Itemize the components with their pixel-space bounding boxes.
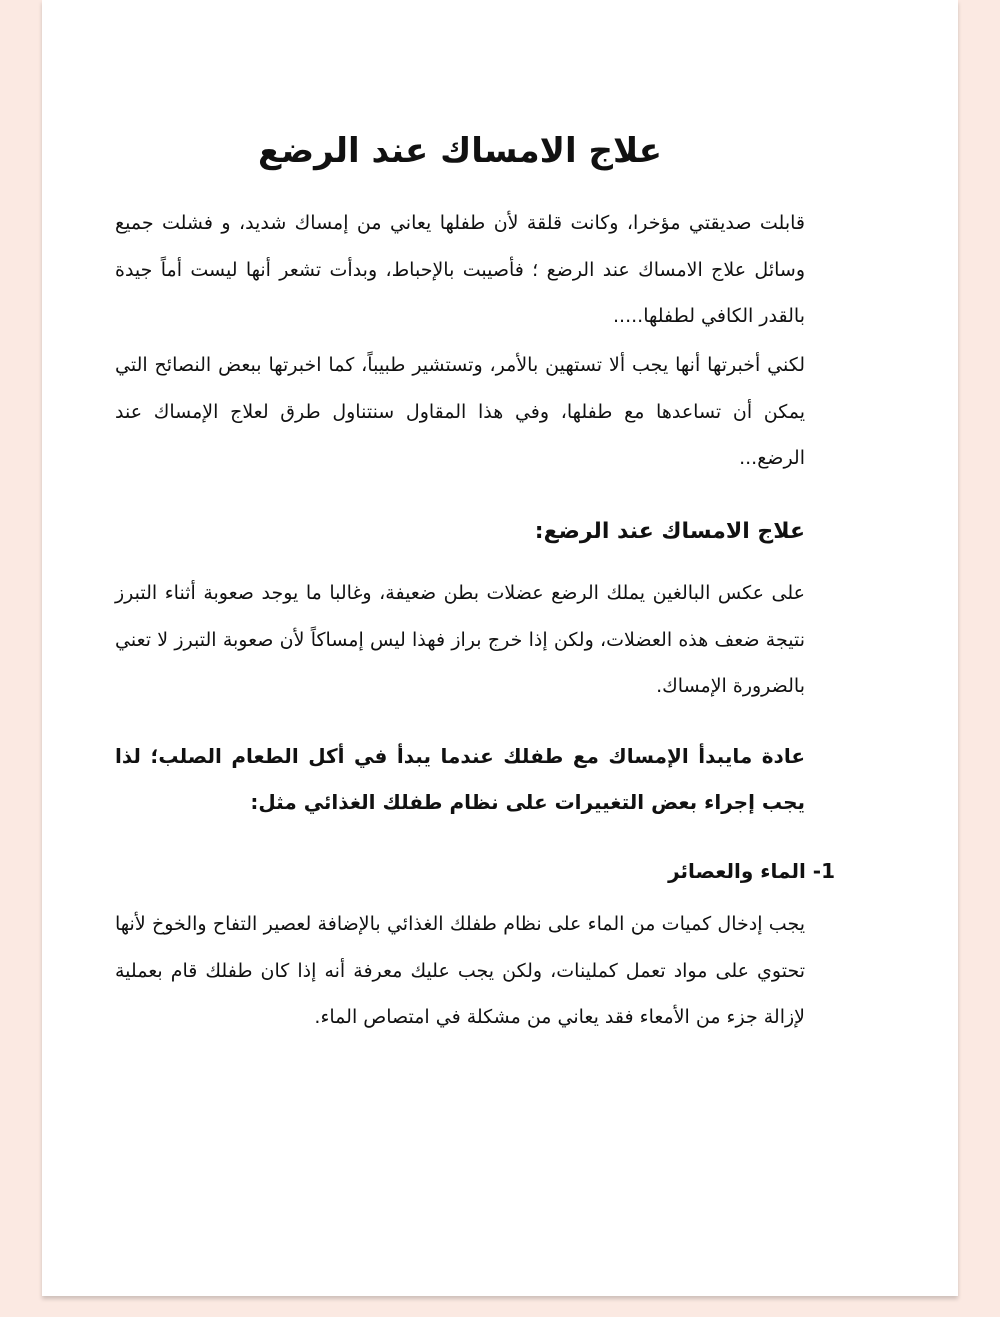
bold-paragraph: عادة مايبدأ الإمساك مع طفلك عندما يبدأ في أكل الطعام الصلب؛ لذا يجب إجراء بعض التغييرات على نظام طفلك الغذائي مثل: (115, 744, 805, 814)
page-title: علاج الامساك عند الرضع (258, 131, 662, 171)
item-1-heading: 1- الماء والعصائر (668, 859, 835, 883)
intro-paragraph-2: لكني أخبرتها أنها يجب ألا تستهين بالأمر، وتستشير طبيباً، كما اخبرتها ببعض النصائح التي يمكن أن تساعدها مع طفلها، وفي هذا المقاول سنتناول طرق لعلاج الإمساك عند الرضع... (115, 354, 805, 469)
intro-paragraph-1: قابلت صديقتي مؤخرا، وكانت قلقة لأن طفلها يعاني من إمساك شديد، و فشلت جميع وسائل علاج الامساك عند الرضع ؛ فأصيبت بالإحباط، وبدأت تشعر أنها ليست أماً جيدة بالقدر الكافي لطفلها..... (115, 212, 805, 327)
section-heading: علاج الامساك عند الرضع: (534, 519, 805, 544)
item-1-paragraph: يجب إدخال كميات من الماء على نظام طفلك الغذائي بالإضافة لعصير التفاح والخوخ لأنها تحتوي على مواد تعمل كملينات، ولكن يجب عليك معرفة أنه إذا كان طفلك قام بعملية لإزالة جزء من الأمعاء فقد يعاني من مشكلة في امتصاص الماء. (115, 913, 805, 1028)
section-paragraph: على عكس البالغين يملك الرضع عضلات بطن ضعيفة، وغالبا ما يوجد صعوبة أثناء التبرز نتيجة ضعف هذه العضلات، ولكن إذا خرج براز فهذا ليس إمساكاً لأن صعوبة التبرز لا تعني بالضرورة الإمساك. (115, 582, 805, 697)
